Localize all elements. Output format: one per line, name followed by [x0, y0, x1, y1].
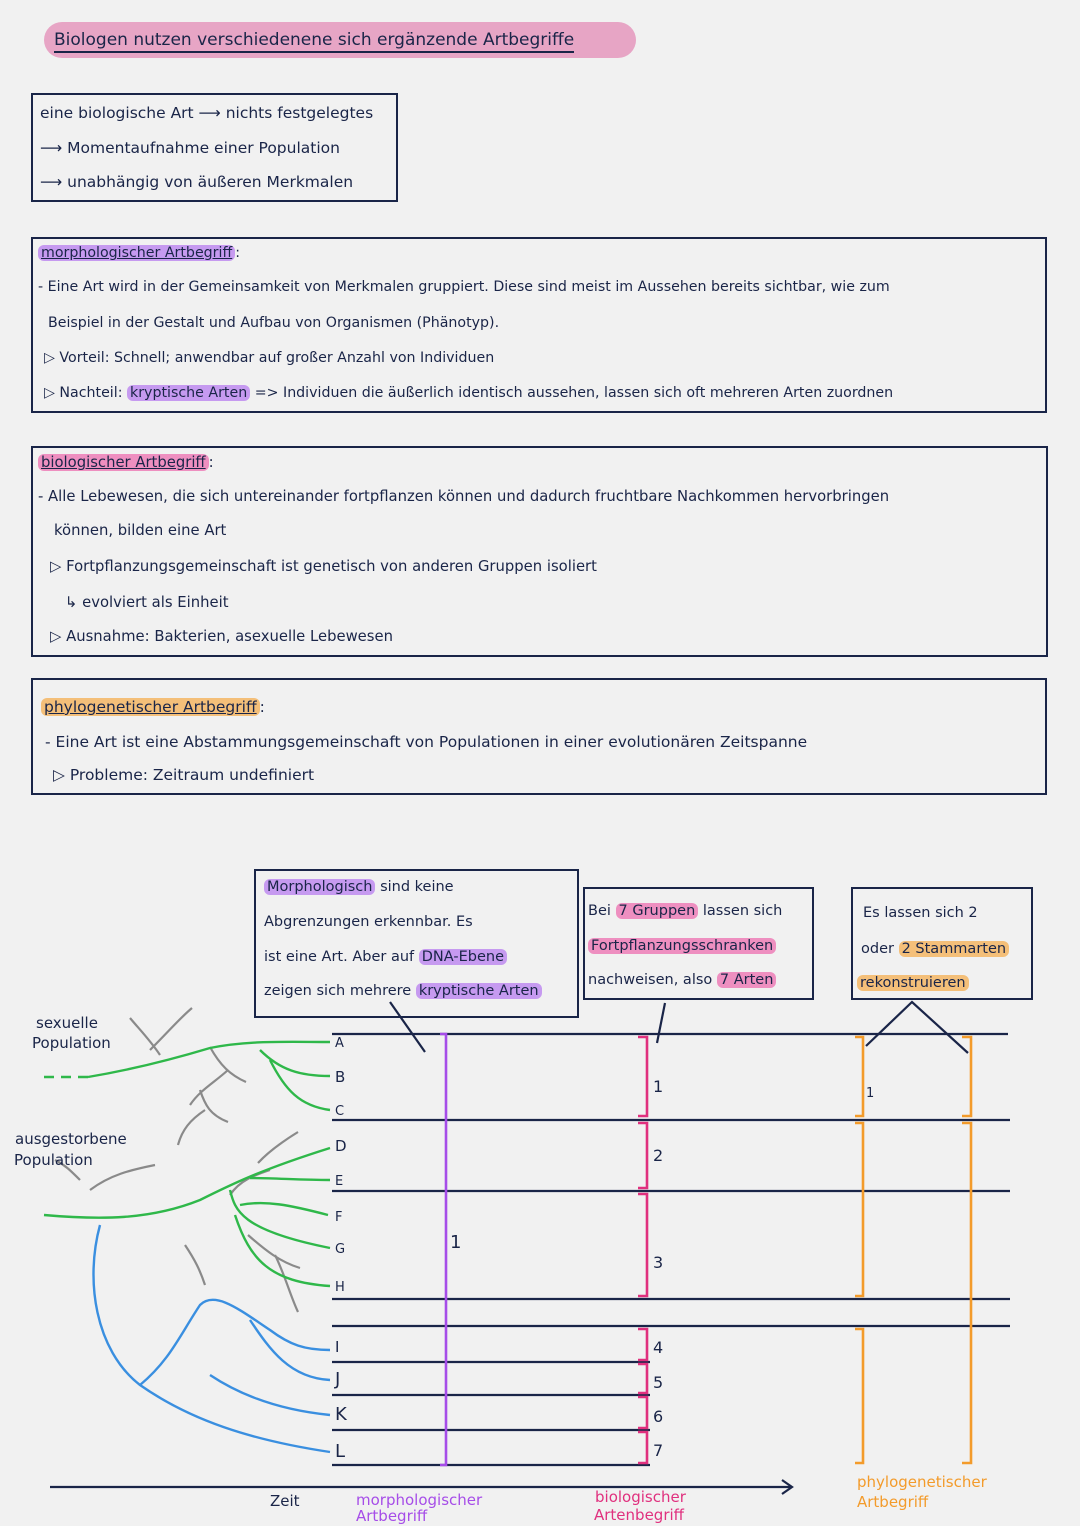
population-label-h: H — [335, 1280, 345, 1295]
bio-box: biologischer Artbegriff : - Alle Lebewesen, die sich untereinander fortpflanzen können und dadurch fruchtbare Nachkommen hervorbringen können, bilden eine Art ▷ Fortpflanzungsgemeinschaft ist genetisch von anderen Gruppen isoliert ↳ evolviert als Einheit ▷ Ausnahme: Bakterien, asexuelle Lebewesen — [31, 446, 1048, 657]
intro-line-3: ⟶ unabhängig von äußeren Merkmalen — [40, 173, 354, 191]
bio-species-count-6: 6 — [653, 1407, 664, 1426]
bio-species-count-5: 5 — [653, 1373, 664, 1392]
bottom-morph-1: morphologischer — [356, 1491, 483, 1509]
population-label-c: C — [335, 1104, 345, 1119]
page-title: Biologen nutzen verschiedenene sich ergänzende Artbegriffe — [44, 22, 636, 58]
phylo-heading: phylogenetischer Artbegriff — [41, 698, 260, 716]
annotation-phylo: Es lassen sich 2 oder 2 Stammarten rekonstruieren — [851, 887, 1033, 1000]
morph-heading: morphologischer Artbegriff — [38, 245, 235, 261]
bio-species-count-2: 2 — [653, 1146, 664, 1165]
population-label-d: D — [335, 1137, 347, 1155]
population-label-i: I — [335, 1338, 340, 1356]
bio-species-count-1: 1 — [653, 1077, 664, 1096]
phylo-line-1: - Eine Art ist eine Abstammungsgemeinschaft von Populationen in einer evolutionären Zeitspanne — [45, 733, 808, 751]
morph-count: 1 — [450, 1232, 462, 1253]
intro-line-2: ⟶ Momentaufnahme einer Population — [40, 139, 340, 157]
morph-line-2: Beispiel in der Gestalt und Aufbau von Organismen (Phänotyp). — [48, 315, 500, 331]
bio-line-5: ▷ Ausnahme: Bakterien, asexuelle Lebewesen — [50, 628, 393, 645]
intro-line-1: eine biologische Art ⟶ nichts festgelegtes — [40, 104, 374, 122]
intro-box — [31, 93, 398, 202]
bottom-morph-2: Artbegriff — [356, 1507, 428, 1525]
nachteil-highlight: kryptische Arten — [127, 385, 250, 401]
bio-line-2: können, bilden eine Art — [54, 522, 227, 539]
bottom-bio-2: Artenbegriff — [594, 1506, 684, 1524]
bottom-bio-1: biologischer — [595, 1488, 686, 1506]
label-extinct-2: Population — [14, 1151, 93, 1169]
bio-heading: biologischer Artbegriff — [38, 454, 209, 471]
label-sexual-2: Population — [32, 1034, 111, 1052]
morph-box: morphologischer Artbegriff : - Eine Art wird in der Gemeinsamkeit von Merkmalen gruppiert. Diese sind meist im Aussehen bereits sichtbar, wie zum Beispiel in der Gestalt und Aufbau von Organismen (Phänotyp). ▷ Vorteil: Schnell; anwendbar auf großer Anzahl von Individuen ▷ Nachteil: kryptische Arten => Individuen die äußerlich identisch aussehen, lassen sich oft mehreren Arten zuordnen — [31, 237, 1047, 413]
phylo-count: 1 — [866, 1086, 875, 1101]
bottom-phylo-1: phylogenetischer — [857, 1473, 987, 1491]
annotation-bio: Bei 7 Gruppen lassen sich Fortpflanzungsschranken nachweisen, also 7 Arten — [583, 887, 814, 1000]
morph-nachteil: ▷ Nachteil: kryptische Arten => Individuen die äußerlich identisch aussehen, lassen sich oft mehreren Arten zuordnen — [44, 385, 894, 401]
label-extinct-1: ausgestorbene — [15, 1130, 127, 1148]
bio-line-3: ▷ Fortpflanzungsgemeinschaft ist genetisch von anderen Gruppen isoliert — [50, 558, 597, 575]
population-label-b: B — [335, 1068, 346, 1086]
label-sexual-1: sexuelle — [36, 1014, 98, 1032]
phylo-box: phylogenetischer Artbegriff : - Eine Art ist eine Abstammungsgemeinschaft von Populationen in einer evolutionären Zeitspanne ▷ Probleme: Zeitraum undefiniert — [31, 678, 1047, 795]
population-label-a: A — [335, 1036, 344, 1051]
population-label-g: G — [335, 1242, 346, 1257]
axis-label-time: Zeit — [270, 1492, 300, 1510]
phylo-line-2: ▷ Probleme: Zeitraum undefiniert — [53, 766, 315, 784]
population-label-k: K — [335, 1404, 347, 1425]
morph-line-1: - Eine Art wird in der Gemeinsamkeit von Merkmalen gruppiert. Diese sind meist im Aussehen bereits sichtbar, wie zum — [38, 279, 890, 295]
bottom-phylo-2: Artbegriff — [857, 1493, 929, 1511]
population-label-j: J — [335, 1369, 341, 1390]
bio-species-count-4: 4 — [653, 1338, 664, 1357]
annotation-morph: Morphologisch sind keine Abgrenzungen erkennbar. Es ist eine Art. Aber auf DNA-Ebene zeigen sich mehrere kryptische Arten — [254, 869, 579, 1018]
bio-line-4: ↳ evolviert als Einheit — [65, 594, 229, 611]
population-label-l: L — [335, 1441, 346, 1462]
morph-vorteil: ▷ Vorteil: Schnell; anwendbar auf großer Anzahl von Individuen — [44, 350, 495, 366]
population-label-e: E — [335, 1174, 344, 1189]
bio-species-count-7: 7 — [653, 1441, 664, 1460]
population-label-f: F — [335, 1210, 343, 1225]
bio-species-count-3: 3 — [653, 1253, 664, 1272]
bio-line-1: - Alle Lebewesen, die sich untereinander fortpflanzen können und dadurch fruchtbare Nachkommen hervorbringen — [38, 488, 890, 505]
